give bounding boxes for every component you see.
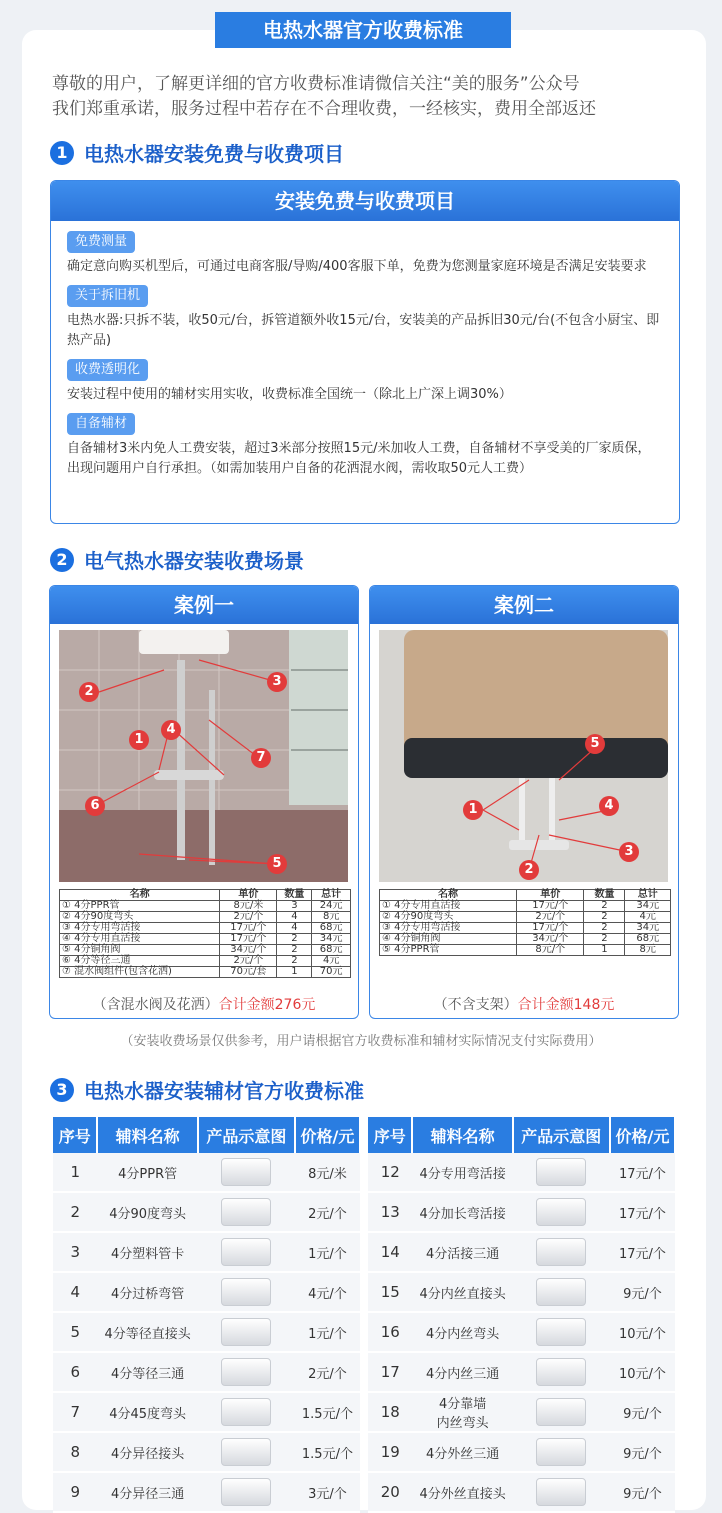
material-name: 4分90度弯头 <box>97 1192 197 1232</box>
case-2-title: 案例二 <box>370 586 678 624</box>
table-row <box>60 901 351 912</box>
table-row <box>380 901 671 912</box>
table-cell: ⑦ 混水阀组件(包含花洒) <box>60 967 220 978</box>
material-image-cell <box>513 1352 610 1392</box>
pipe-fitting-icon <box>536 1398 586 1426</box>
material-name: 4分PPR管 <box>97 1153 197 1192</box>
table-cell: 34元 <box>625 923 671 934</box>
material-name: 4分外丝三通 <box>412 1432 512 1472</box>
table-cell: 1 <box>584 945 625 956</box>
materials-row <box>53 1232 360 1272</box>
material-image-cell <box>513 1153 610 1192</box>
material-seq: 12 <box>368 1153 412 1192</box>
marker-5: 5 <box>585 734 605 754</box>
material-price: 8元/米 <box>295 1153 360 1192</box>
material-name: 4分等径三通 <box>97 1352 197 1392</box>
table-cell: 70元 <box>312 967 351 978</box>
table-cell: 17元/个 <box>517 901 584 912</box>
materials-row <box>368 1192 675 1232</box>
section-1-title <box>50 138 344 167</box>
table-cell: ③ 4分专用弯活接 <box>60 923 220 934</box>
item-text: 自备辅材3米内免人工费安装，超过3米部分按照15元/米加收人工费，自备辅材不享受美的厂家质保，出现问题用户自行承担。（如需加装用户自备的花洒混水阀，需收取50元人工费） <box>67 441 651 476</box>
material-image-cell <box>198 1232 295 1272</box>
table-cell: 17元/个 <box>220 923 277 934</box>
material-name: 4分异径三通 <box>97 1472 197 1512</box>
table-cell: 24元 <box>312 901 351 912</box>
table-cell: 4 <box>277 923 312 934</box>
table-row <box>380 912 671 923</box>
materials-row <box>368 1352 675 1392</box>
pipe-fitting-icon <box>221 1398 271 1426</box>
table-cell: ④ 4分铜角阀 <box>380 934 517 945</box>
section-3-title <box>50 1075 364 1104</box>
page-title-banner: 电热水器官方收费标准 <box>215 12 511 48</box>
section-number-badge: 3 <box>50 1078 74 1102</box>
materials-row <box>368 1272 675 1312</box>
free-charge-box <box>50 180 680 524</box>
case-1-total: 合计金额276元 <box>218 997 316 1013</box>
materials-row <box>53 1432 360 1472</box>
case-1-title: 案例一 <box>50 586 358 624</box>
table-row <box>380 923 671 934</box>
material-image-cell <box>513 1272 610 1312</box>
table-cell: 68元 <box>625 934 671 945</box>
pipe-fitting-icon <box>221 1358 271 1386</box>
case-2-total: 合计金额148元 <box>517 997 615 1013</box>
table-header-cell: 名称 <box>380 890 517 901</box>
materials-row <box>53 1472 360 1512</box>
material-name: 4分活接三通 <box>412 1232 512 1272</box>
pipe-fitting-icon <box>221 1438 271 1466</box>
table-cell: ① 4分专用直活接 <box>380 901 517 912</box>
material-price: 10元/个 <box>610 1312 675 1352</box>
materials-row <box>368 1472 675 1512</box>
case-1-summary <box>50 994 358 1014</box>
materials-header-cell: 辅料名称 <box>412 1117 512 1153</box>
table-cell: 17元/个 <box>220 934 277 945</box>
materials-row <box>53 1392 360 1432</box>
material-seq: 9 <box>53 1472 97 1512</box>
table-row <box>380 945 671 956</box>
item-text: 确定意向购买机型后，可通过电商客服/导购/400客服下单，免费为您测量家庭环境是否满足安装要求 <box>67 259 647 274</box>
material-image-cell <box>198 1392 295 1432</box>
table-cell: 2 <box>277 945 312 956</box>
material-name: 4分专用弯活接 <box>412 1153 512 1192</box>
material-image-cell <box>513 1232 610 1272</box>
material-seq: 1 <box>53 1153 97 1192</box>
materials-row <box>368 1392 675 1432</box>
marker-7: 7 <box>251 748 271 768</box>
marker-6: 6 <box>85 796 105 816</box>
material-image-cell <box>513 1312 610 1352</box>
table-cell: ④ 4分专用直活接 <box>60 934 220 945</box>
table-cell: 3 <box>277 901 312 912</box>
pipe-fitting-icon <box>221 1158 271 1186</box>
pipe-fitting-icon <box>536 1198 586 1226</box>
intro-text <box>52 72 692 122</box>
table-cell: ② 4分90度弯头 <box>380 912 517 923</box>
table-cell: 68元 <box>312 923 351 934</box>
material-name: 4分过桥弯管 <box>97 1272 197 1312</box>
marker-2: 2 <box>79 682 99 702</box>
material-seq: 19 <box>368 1432 412 1472</box>
material-name: 4分内丝直接头 <box>412 1272 512 1312</box>
materials-row <box>368 1432 675 1472</box>
table-cell: 8元 <box>312 912 351 923</box>
pipe-fitting-icon <box>536 1278 586 1306</box>
table-cell: ① 4分PPR管 <box>60 901 220 912</box>
pipe-fitting-icon <box>221 1478 271 1506</box>
case-1-note: （含混水阀及花洒） <box>92 997 219 1013</box>
pipe-fitting-icon <box>536 1438 586 1466</box>
table-cell: 4 <box>277 912 312 923</box>
table-cell: ⑤ 4分铜角阀 <box>60 945 220 956</box>
material-seq: 3 <box>53 1232 97 1272</box>
table-cell: 1 <box>277 967 312 978</box>
item-tag: 关于拆旧机 <box>67 285 148 307</box>
materials-header-row <box>368 1117 675 1153</box>
case-1-photo <box>59 630 348 882</box>
case-2-photo <box>379 630 668 882</box>
materials-row <box>53 1153 360 1192</box>
material-image-cell <box>198 1153 295 1192</box>
material-price: 1.5元/个 <box>295 1432 360 1472</box>
case-2-price-table <box>379 889 671 956</box>
table-header-row <box>60 890 351 901</box>
case-1-price-table <box>59 889 351 978</box>
table-cell: 34元/个 <box>220 945 277 956</box>
bathroom-photo-illustration <box>59 630 348 882</box>
material-name: 4分塑料管卡 <box>97 1232 197 1272</box>
table-header-cell: 总计 <box>312 890 351 901</box>
material-name: 4分加长弯活接 <box>412 1192 512 1232</box>
material-price: 17元/个 <box>610 1192 675 1232</box>
material-image-cell <box>198 1192 295 1232</box>
materials-header-cell: 产品示意图 <box>198 1117 295 1153</box>
marker-3: 3 <box>619 842 639 862</box>
table-row <box>60 945 351 956</box>
table-row <box>60 912 351 923</box>
marker-1: 1 <box>129 730 149 750</box>
section-number-badge: 2 <box>50 548 74 572</box>
table-header-cell: 数量 <box>584 890 625 901</box>
pipe-fitting-icon <box>536 1358 586 1386</box>
table-cell: 2 <box>584 934 625 945</box>
free-charge-items <box>51 221 679 485</box>
materials-row <box>53 1272 360 1312</box>
table-cell: ⑤ 4分PPR管 <box>380 945 517 956</box>
marker-4: 4 <box>599 796 619 816</box>
table-cell: 2元/个 <box>517 912 584 923</box>
material-name: 4分异径接头 <box>97 1432 197 1472</box>
table-cell: 34元 <box>312 934 351 945</box>
pipe-fitting-icon <box>221 1278 271 1306</box>
material-seq: 20 <box>368 1472 412 1512</box>
material-seq: 17 <box>368 1352 412 1392</box>
material-seq: 6 <box>53 1352 97 1392</box>
box-title: 安装免费与收费项目 <box>51 181 679 221</box>
case-2-card <box>369 585 679 1019</box>
table-cell: 2 <box>277 956 312 967</box>
section-number-badge: 1 <box>50 141 74 165</box>
case-1-card <box>49 585 359 1019</box>
materials-header-row <box>53 1117 360 1153</box>
materials-table-left <box>53 1117 361 1513</box>
material-name: 4分内丝三通 <box>412 1352 512 1392</box>
material-seq: 13 <box>368 1192 412 1232</box>
materials-row <box>53 1312 360 1352</box>
material-image-cell <box>513 1392 610 1432</box>
materials-header-cell: 序号 <box>53 1117 97 1153</box>
material-name: 4分外丝直接头 <box>412 1472 512 1512</box>
table-header-cell: 单价 <box>517 890 584 901</box>
table-cell: 2元/个 <box>220 912 277 923</box>
section-2-title <box>50 545 304 574</box>
marker-2: 2 <box>519 860 539 880</box>
case-2-summary <box>370 994 678 1014</box>
materials-row <box>53 1192 360 1232</box>
table-cell: 8元/米 <box>220 901 277 912</box>
material-seq: 16 <box>368 1312 412 1352</box>
table-cell: 4元 <box>312 956 351 967</box>
materials-header-cell: 价格/元 <box>610 1117 675 1153</box>
material-seq: 5 <box>53 1312 97 1352</box>
case-2-note: （不含支架） <box>433 997 518 1013</box>
table-cell: ⑥ 4分等径三通 <box>60 956 220 967</box>
material-price: 9元/个 <box>610 1272 675 1312</box>
material-price: 10元/个 <box>610 1352 675 1392</box>
materials-row <box>368 1312 675 1352</box>
marker-4: 4 <box>161 720 181 740</box>
material-name: 4分45度弯头 <box>97 1392 197 1432</box>
table-row <box>60 956 351 967</box>
materials-row <box>368 1232 675 1272</box>
material-name: 4分靠墙 内丝弯头 <box>412 1392 512 1432</box>
table-row <box>60 923 351 934</box>
table-cell: 34元 <box>625 901 671 912</box>
material-seq: 2 <box>53 1192 97 1232</box>
table-row <box>60 967 351 978</box>
material-seq: 15 <box>368 1272 412 1312</box>
material-seq: 14 <box>368 1232 412 1272</box>
section-title-text: 电气热水器安装收费场景 <box>84 549 304 573</box>
material-price: 17元/个 <box>610 1232 675 1272</box>
table-cell: 8元 <box>625 945 671 956</box>
pipe-fitting-icon <box>221 1238 271 1266</box>
pipe-fitting-icon <box>536 1478 586 1506</box>
marker-3: 3 <box>267 672 287 692</box>
table-cell: 8元/个 <box>517 945 584 956</box>
table-cell: ② 4分90度弯头 <box>60 912 220 923</box>
scenario-disclaimer: （安装收费场景仅供参考，用户请根据官方收费标准和辅材实际情况支付实际费用） <box>120 1034 602 1049</box>
table-row <box>380 934 671 945</box>
pipe-fitting-icon <box>221 1318 271 1346</box>
material-price: 2元/个 <box>295 1192 360 1232</box>
marker-5: 5 <box>267 854 287 874</box>
pipe-fitting-icon <box>536 1238 586 1266</box>
table-cell: 2元/个 <box>220 956 277 967</box>
material-price: 9元/个 <box>610 1432 675 1472</box>
table-cell: 4元 <box>625 912 671 923</box>
intro-line-1: 尊敬的用户，了解更详细的官方收费标准请微信关注“美的服务”公众号 <box>52 74 580 94</box>
material-price: 3元/个 <box>295 1472 360 1512</box>
pipe-fitting-icon <box>536 1318 586 1346</box>
table-cell: 2 <box>584 923 625 934</box>
intro-line-2: 我们郑重承诺，服务过程中若存在不合理收费，一经核实，费用全部返还 <box>52 99 596 119</box>
material-seq: 18 <box>368 1392 412 1432</box>
material-image-cell <box>198 1472 295 1512</box>
materials-row <box>53 1352 360 1392</box>
material-price: 1元/个 <box>295 1312 360 1352</box>
material-seq: 8 <box>53 1432 97 1472</box>
table-cell: 2 <box>584 901 625 912</box>
table-cell: 2 <box>277 934 312 945</box>
material-price: 2元/个 <box>295 1352 360 1392</box>
materials-header-cell: 序号 <box>368 1117 412 1153</box>
material-price: 1元/个 <box>295 1232 360 1272</box>
material-image-cell <box>513 1432 610 1472</box>
marker-1: 1 <box>463 800 483 820</box>
material-image-cell <box>198 1272 295 1312</box>
materials-header-cell: 价格/元 <box>295 1117 360 1153</box>
material-price: 9元/个 <box>610 1392 675 1432</box>
table-cell: 70元/套 <box>220 967 277 978</box>
materials-header-cell: 产品示意图 <box>513 1117 610 1153</box>
item-tag: 自备辅材 <box>67 413 135 435</box>
item-tag: 收费透明化 <box>67 359 148 381</box>
material-image-cell <box>198 1352 295 1392</box>
material-image-cell <box>198 1312 295 1352</box>
item-text: 安装过程中使用的辅材实用实收，收费标准全国统一（除北上广深上调30%） <box>67 387 512 402</box>
pipe-fitting-icon <box>536 1158 586 1186</box>
pipe-fitting-icon <box>221 1198 271 1226</box>
material-image-cell <box>198 1432 295 1472</box>
materials-row <box>368 1153 675 1192</box>
table-cell: 34元/个 <box>517 934 584 945</box>
material-image-cell <box>513 1472 610 1512</box>
table-header-cell: 名称 <box>60 890 220 901</box>
material-name: 4分内丝弯头 <box>412 1312 512 1352</box>
item-tag: 免费测量 <box>67 231 135 253</box>
table-cell: 17元/个 <box>517 923 584 934</box>
material-price: 1.5元/个 <box>295 1392 360 1432</box>
material-price: 4元/个 <box>295 1272 360 1312</box>
table-header-cell: 总计 <box>625 890 671 901</box>
section-title-text: 电热水器安装辅材官方收费标准 <box>84 1079 364 1103</box>
materials-table-right <box>368 1117 676 1513</box>
table-cell: 2 <box>584 912 625 923</box>
table-header-cell: 单价 <box>220 890 277 901</box>
material-name: 4分等径直接头 <box>97 1312 197 1352</box>
table-cell: 68元 <box>312 945 351 956</box>
table-row <box>60 934 351 945</box>
material-price: 9元/个 <box>610 1472 675 1512</box>
material-price: 17元/个 <box>610 1153 675 1192</box>
materials-header-cell: 辅料名称 <box>97 1117 197 1153</box>
section-title-text: 电热水器安装免费与收费项目 <box>84 142 344 166</box>
table-header-cell: 数量 <box>277 890 312 901</box>
item-text: 电热水器:只拆不装，收50元/台，拆管道额外收15元/台，安装美的产品拆旧30元/台(不包含小厨宝、即热产品) <box>67 313 660 348</box>
table-header-row <box>380 890 671 901</box>
table-cell: ③ 4分专用弯活接 <box>380 923 517 934</box>
material-seq: 4 <box>53 1272 97 1312</box>
material-seq: 7 <box>53 1392 97 1432</box>
material-image-cell <box>513 1192 610 1232</box>
